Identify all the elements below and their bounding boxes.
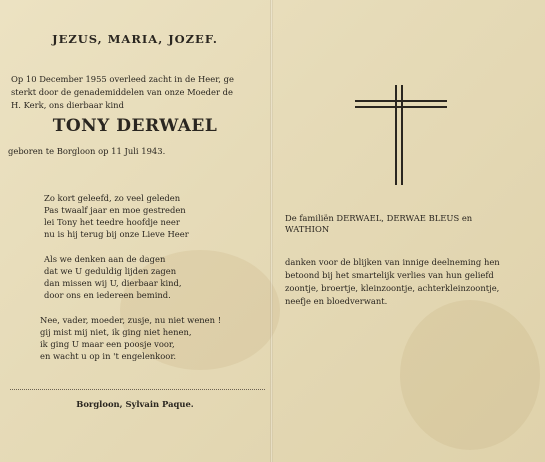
birth-line: geboren te Borgloon op 11 Juli 1943. <box>8 146 166 156</box>
religious-header: JEZUS, MARIA, JOZEF. <box>52 32 218 46</box>
printer-credit: Borgloon, Sylvain Paque. <box>76 399 194 409</box>
deceased-name: TONY DERWAEL <box>52 116 218 136</box>
death-notice-text: Op 10 December 1955 overleed zacht in de Heer, ge sterkt door de genademiddelen van onze Moeder de H. Kerk, ons dierbaar kind <box>11 74 234 110</box>
dotted-divider <box>10 389 265 390</box>
poem-stanza-3: Nee, vader, moeder, zusje, nu niet wenen ! gij mist mij niet, ik ging niet henen, ik ging U maar een poosje voor, en wacht u op in 't engelenkoor. <box>40 315 222 361</box>
thanks-text: danken voor de blijken van innige deelneming hen betoond bij het smartelijk verlies van hun geliefd zoontje, broertje, kleinzoontje, achterkleinzoontje, neefje en bloedverwant. <box>285 257 500 306</box>
families-line: De familiën DERWAEL, DERWAE BLEUS en WATHION <box>285 213 473 234</box>
poem-stanza-1: Zo kort geleefd, zo veel geleden Pas twaalf jaar en moe gestreden lei Tony het teedre hoofdje neer nu is hij terug bij onze Lieve Heer <box>44 193 189 239</box>
poem-stanza-2: Als we denken aan de dagen dat we U geduldig lijden zagen dan missen wij U, dierbaar kind, door ons en iedereen bemind. <box>44 254 182 300</box>
latin-cross-icon <box>355 85 447 185</box>
